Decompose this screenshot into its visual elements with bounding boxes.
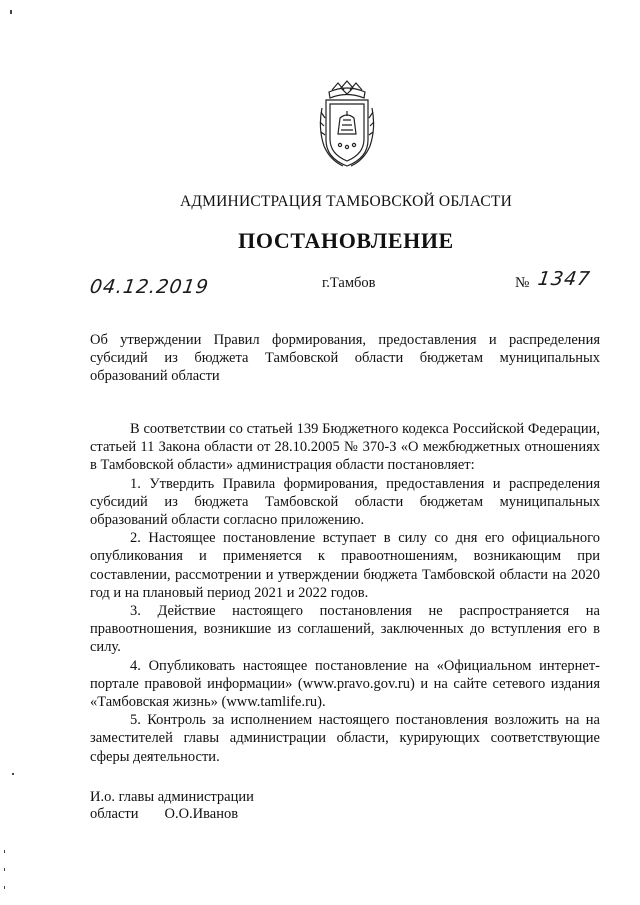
document-number: 1347: [536, 268, 592, 290]
organization-name: АДМИНИСТРАЦИЯ ТАМБОВСКОЙ ОБЛАСТИ: [180, 193, 512, 210]
document-subject: Об утверждении Правил формирования, предоставления и распределения субсидий из бюджета Тамбовской области бюджетам муниципальных образований области: [90, 332, 600, 384]
document-city: г.Тамбов: [322, 275, 376, 291]
preamble-paragraph: В соответствии со статьей 139 Бюджетного кодекса Российской Федерации, статьей 11 Закона области от 28.10.2005 № 370-З «О межбюджетных отношениях в Тамбовской области» администрация области постановляет:: [90, 421, 600, 474]
number-sign: №: [515, 275, 530, 291]
signatory-position-cont: области: [90, 806, 139, 822]
signature-block: [90, 789, 254, 823]
signatory-name: О.О.Иванов: [164, 806, 239, 822]
document-type-title: ПОСТАНОВЛЕНИЕ: [238, 228, 454, 253]
signatory-position: И.о. главы администрации: [90, 789, 254, 805]
item-paragraph-4: 4. Опубликовать настоящее постановление на «Официальном интернет-портале правовой информации» (www.pravo.gov.ru) и на сайте сетевого издания «Тамбовская жизнь» (www.tamlife.ru).: [90, 657, 600, 711]
document-date: 04.12.2019: [88, 276, 211, 298]
coat-of-arms-icon: [316, 78, 378, 170]
document-body: [90, 420, 600, 766]
item-paragraph-5: 5. Контроль за исполнением настоящего постановления возложить на на заместителей главы администрации области, курирующих соответствующие сферы деятельности.: [90, 712, 600, 765]
item-paragraph-2: 2. Настоящее постановление вступает в силу со дня его официального опубликования и применяется к правоотношениям, возникающим при составлении, рассмотрении и утверждении бюджета Тамбовской области на 2020 год и на плановый период 2021 и 2022 годов.: [90, 530, 600, 601]
item-paragraph-1: 1. Утвердить Правила формирования, предоставления и распределения субсидий из бюджета Тамбовской области бюджетам муниципальных образований области согласно приложению.: [90, 475, 600, 529]
item-paragraph-3: 3. Действие настоящего постановления не распространяется на правоотношения, возникшие из соглашений, заключенных до вступления его в силу.: [90, 603, 600, 656]
